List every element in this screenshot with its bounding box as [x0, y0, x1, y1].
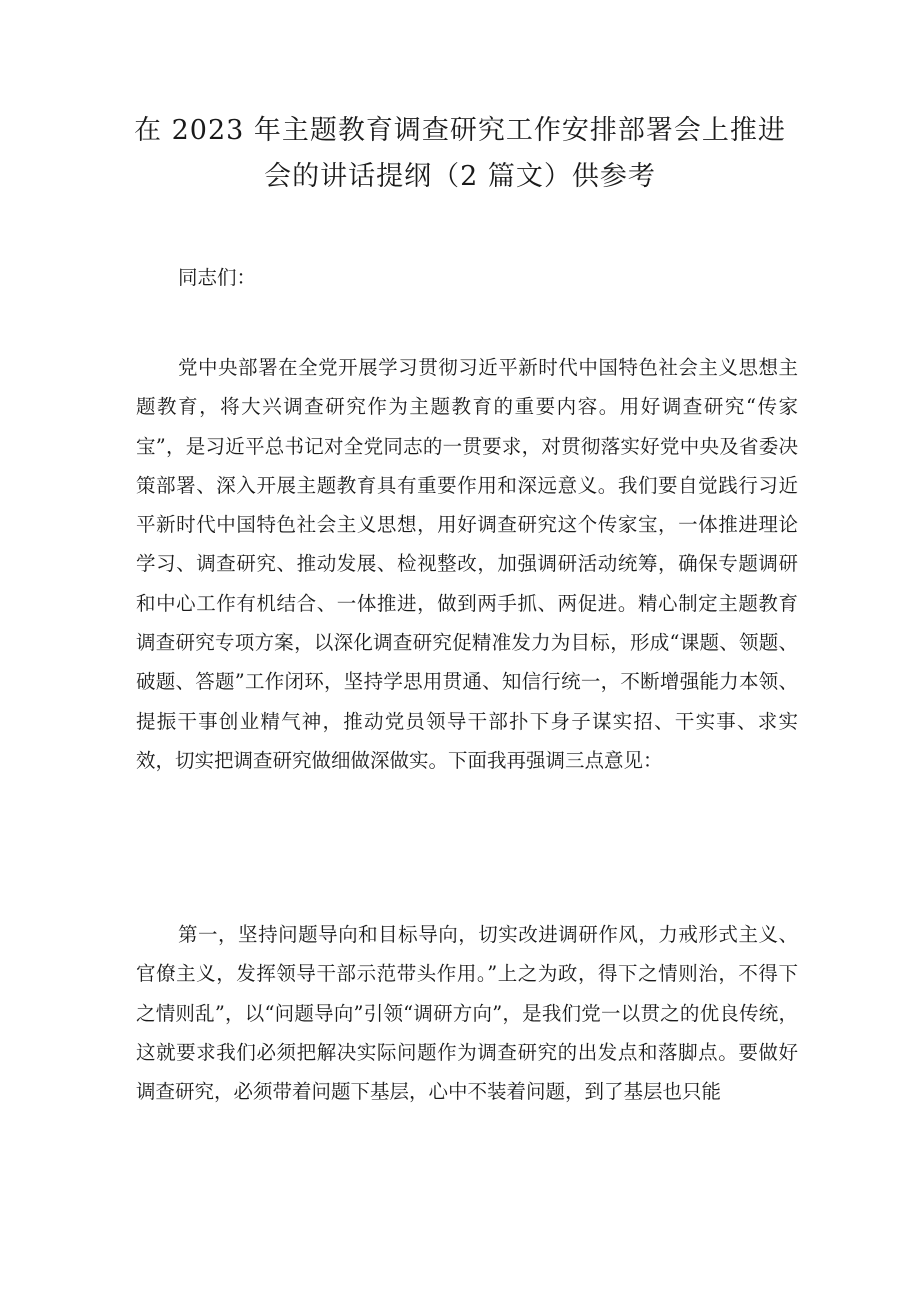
document-title	[120, 108, 800, 200]
title-line-2: 会的讲话提纲（2 篇文）供参考	[264, 161, 656, 192]
title-line-1: 在 2023 年主题教育调查研究工作安排部署会上推进	[134, 115, 786, 146]
body-paragraph-1: 党中央部署在全党开展学习贯彻习近平新时代中国特色社会主义思想主题教育，将大兴调查研究作为主题教育的重要内容。用好调查研究“传家宝”，是习近平总书记对全党同志的一贯要求，对贯彻落实好党中央及省委决策部署、深入开展主题教育具有重要作用和深远意义。我们要自觉践行习近平新时代中国特色社会主义思想，用好调查研究这个传家宝，一体推进理论学习、调查研究、推动发展、检视整改，加强调研活动统筹，确保专题调研和中心工作有机结合、一体推进，做到两手抓、两促进。精心制定主题教育调查研究专项方案，以深化调查研究促精准发力为目标，形成“课题、领题、破题、答题”工作闭环，坚持学思用贯通、知信行统一，不断增强能力本领、提振干事创业精气神，推动党员领导干部扑下身子谋实招、干实事、求实效，切实把调查研究做细做深做实。下面我再强调三点意见：	[136, 356, 798, 772]
salutation: 同志们：	[178, 266, 257, 289]
body-paragraph-2: 第一，坚持问题导向和目标导向，切实改进调研作风，力戒形式主义、官僚主义，发挥领导干部示范带头作用。”上之为政，得下之情则治，不得下之情则乱”，以“问题导向”引领“调研方向”，是我们党一以贯之的优良传统，这就要求我们必须把解决实际问题作为调查研究的出发点和落脚点。要做好调查研究，必须带着问题下基层，心中不装着问题，到了基层也只能	[136, 923, 798, 1104]
